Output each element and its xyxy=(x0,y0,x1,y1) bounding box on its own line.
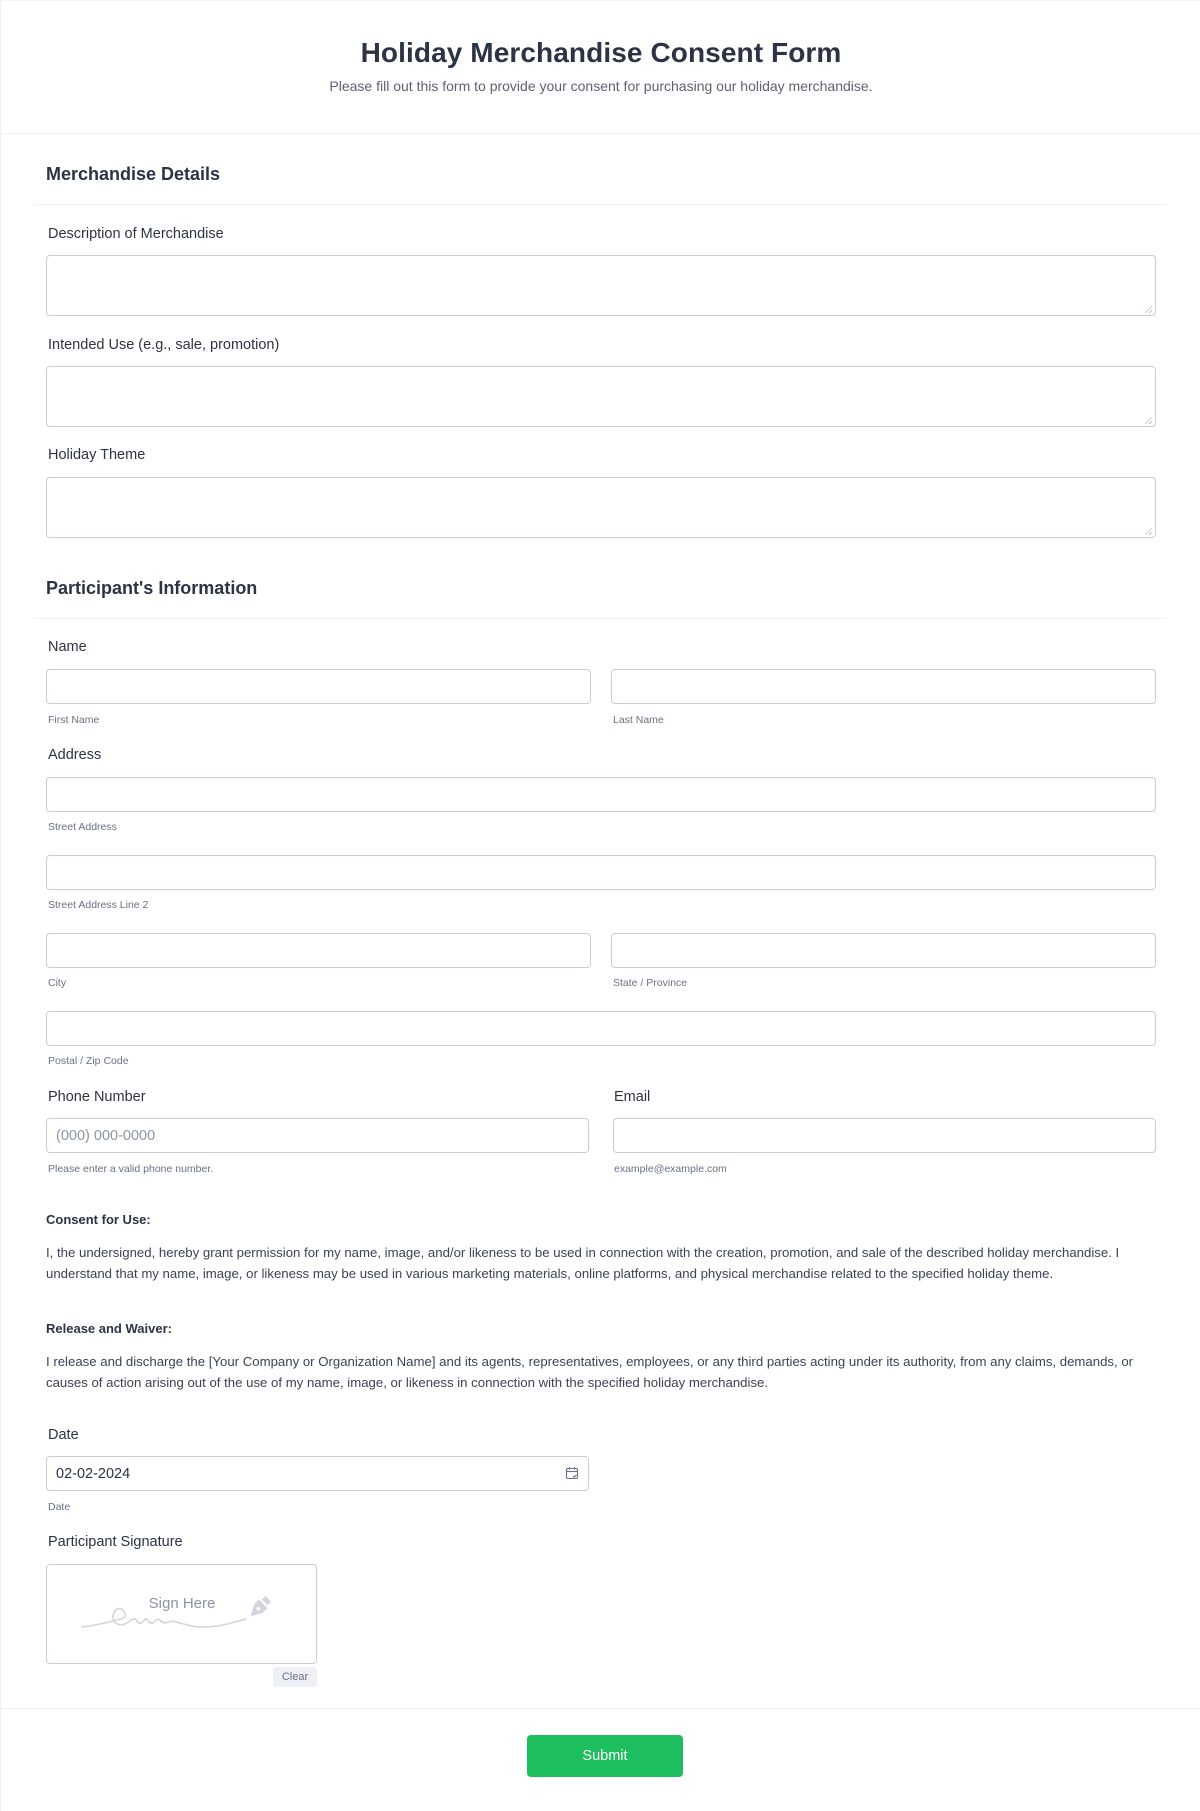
email-label: Email xyxy=(614,1089,651,1105)
signature-pad[interactable] xyxy=(46,1564,317,1664)
postal-code-sublabel: Postal / Zip Code xyxy=(48,1055,129,1067)
holiday-theme-label: Holiday Theme xyxy=(48,447,146,463)
street-address-input[interactable] xyxy=(46,777,1156,812)
pen-nib-icon xyxy=(245,1594,273,1622)
form-subtitle: Please fill out this form to provide your consent for purchasing our holiday merchandise. xyxy=(329,78,873,94)
street-address-line2-sublabel: Street Address Line 2 xyxy=(48,899,149,911)
section-divider xyxy=(34,618,1167,619)
release-title: Release and Waiver: xyxy=(46,1321,172,1336)
street-address-sublabel: Street Address xyxy=(48,821,117,833)
holiday-theme-textarea[interactable] xyxy=(46,477,1156,538)
date-sublabel: Date xyxy=(48,1501,71,1513)
resize-grip-icon[interactable] xyxy=(1144,305,1152,313)
city-input[interactable] xyxy=(46,933,591,968)
form-header xyxy=(1,1,1200,134)
section-title-merchandise: Merchandise Details xyxy=(46,164,221,184)
last-name-input[interactable] xyxy=(611,669,1156,704)
resize-grip-icon[interactable] xyxy=(1144,416,1152,424)
clear-signature-button[interactable]: Clear xyxy=(273,1667,317,1687)
date-input[interactable] xyxy=(46,1456,589,1491)
last-name-sublabel: Last Name xyxy=(613,714,664,726)
email-input[interactable] xyxy=(613,1118,1156,1153)
footer-divider xyxy=(1,1708,1200,1709)
intended-use-label: Intended Use (e.g., sale, promotion) xyxy=(48,337,280,353)
phone-input[interactable] xyxy=(46,1118,589,1153)
release-text: I release and discharge the [Your Company or Organization Name] and its agents, representatives, employees, or any third parties acting under its authority, from any claims, demands, or causes of action arising out of the use of my name, image, or likeness in connection with the specified holiday merchandise. xyxy=(46,1354,1134,1390)
name-label: Name xyxy=(48,639,87,655)
calendar-icon[interactable] xyxy=(565,1466,579,1480)
email-sublabel: example@example.com xyxy=(614,1163,727,1175)
resize-grip-icon[interactable] xyxy=(1144,527,1152,535)
first-name-sublabel: First Name xyxy=(48,714,100,726)
first-name-input[interactable] xyxy=(46,669,591,704)
date-label: Date xyxy=(48,1427,79,1443)
description-textarea[interactable] xyxy=(46,255,1156,316)
description-label: Description of Merchandise xyxy=(48,226,224,242)
intended-use-textarea[interactable] xyxy=(46,366,1156,427)
section-title-participant: Participant's Information xyxy=(46,578,258,598)
submit-button[interactable]: Submit xyxy=(527,1735,683,1777)
address-label: Address xyxy=(48,747,102,763)
form-title: Holiday Merchandise Consent Form xyxy=(360,37,842,68)
postal-code-input[interactable] xyxy=(46,1011,1156,1046)
signature-label: Participant Signature xyxy=(48,1534,183,1550)
sign-here-text: Sign Here xyxy=(148,1595,216,1612)
state-province-sublabel: State / Province xyxy=(613,977,688,989)
state-province-input[interactable] xyxy=(611,933,1156,968)
consent-title: Consent for Use: xyxy=(46,1212,151,1227)
section-divider xyxy=(34,204,1167,205)
consent-text: I, the undersigned, hereby grant permission for my name, image, and/or likeness to be used in connection with the creation, promotion, and sale of the described holiday merchandise. I understand that my name, image, or likeness may be used in various marketing materials, online platforms, and physical merchandise related to the specified holiday theme. xyxy=(46,1245,1120,1281)
city-sublabel: City xyxy=(48,977,67,989)
street-address-line2-input[interactable] xyxy=(46,855,1156,890)
phone-sublabel: Please enter a valid phone number. xyxy=(48,1163,214,1175)
phone-label: Phone Number xyxy=(48,1089,146,1105)
